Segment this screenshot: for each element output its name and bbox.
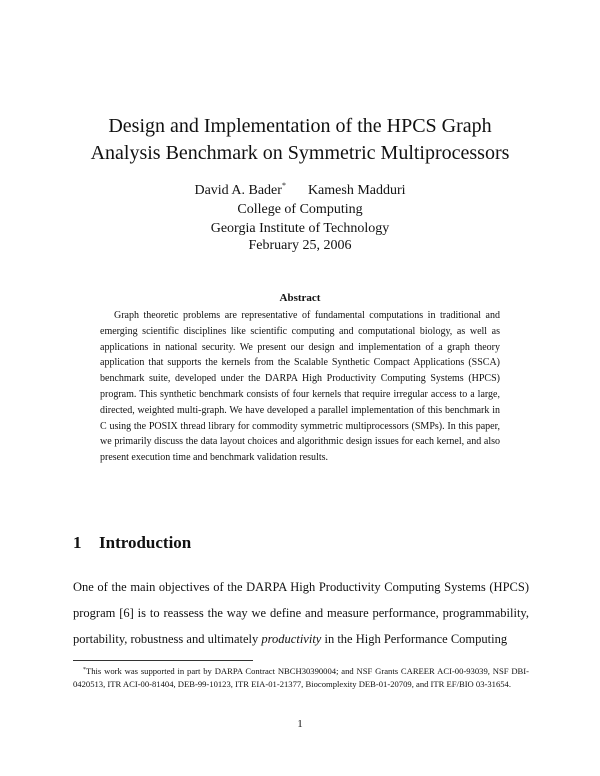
- page-number: 1: [297, 718, 303, 730]
- footnote-text: This work was supported in part by DARPA Contract NBCH30390004; and NSF Grants CAREER ACI-00-93039, NSF DBI-0420513, ITR ACI-00-81404, DEB-99-10123, ITR EIA-01-21377, Biocomplexity DEB-01-20709, and ITR EF/BIO 03-31654.: [73, 666, 529, 689]
- author-name: David A. Bader*: [194, 181, 286, 198]
- author-footnote-mark: *: [281, 181, 286, 190]
- author-name: Kamesh Madduri: [307, 183, 406, 198]
- affiliation-college: College of Computing: [237, 202, 363, 217]
- paper-title: [40, 113, 560, 167]
- footnote-divider: [73, 660, 253, 661]
- abstract-text: Graph theoretic problems are representative of fundamental computations in traditional and emerging scientific disciplines like scientific computing and computational biology, as well as applications in national security. We present our design and implementation of a graph theory application that supports the kernels from the Scalable Synthetic Compact Applications (SSCA) benchmark suite, developed under the DARPA High Productivity Computing Systems (HPCS) program. This synthetic benchmark consists of four kernels that require irregular access to a large, directed, weighted multi-graph. We have developed a parallel implementation of this benchmark in C using the POSIX thread library for commodity symmetric multiprocessors (SMPs). In this paper, we primarily discuss the data layout choices and algorithmic design issues for each kernel, and also present execution time and benchmark validation results.: [100, 310, 500, 464]
- author-names: [40, 176, 560, 200]
- title-line-2: Analysis Benchmark on Symmetric Multiprocessors: [90, 142, 510, 164]
- emphasis-productivity: productivity: [261, 632, 322, 646]
- footnote: [73, 664, 529, 690]
- section-title: Introduction: [99, 533, 192, 552]
- paper-date: February 25, 2006: [248, 238, 352, 253]
- section-heading: [73, 533, 191, 553]
- author-block: [40, 176, 560, 238]
- section-number: 1: [73, 533, 82, 552]
- introduction-paragraph: One of the main objectives of the DARPA High Productivity Computing Systems (HPCS) program [6] is to reassess the way we define and measure performance, programmability, portability, robustness and ultimately productivity in the High Performance Computing: [73, 580, 529, 646]
- abstract-heading: Abstract: [279, 292, 321, 304]
- footnote-mark: *: [83, 667, 86, 673]
- affiliation-institute: Georgia Institute of Technology: [210, 221, 390, 236]
- title-line-1: Design and Implementation of the HPCS Graph: [108, 115, 492, 137]
